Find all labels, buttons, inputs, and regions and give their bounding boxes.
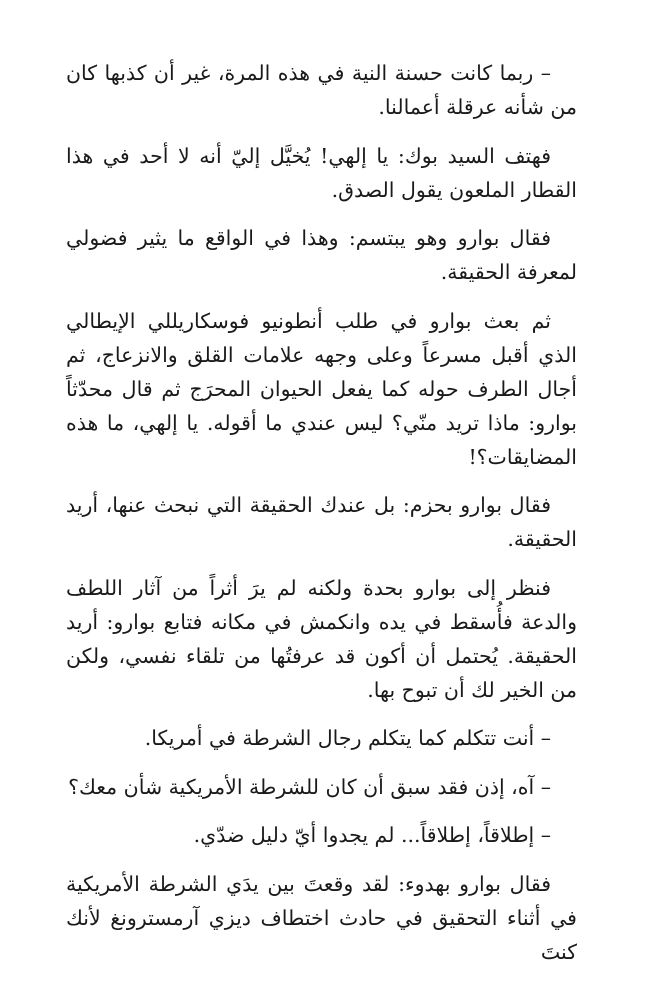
paragraph-6: فنظر إلى بوارو بحدة ولكنه لم يرَ أثراً من آثار اللطف والدعة فأُسقط في يده وانكمش في مكانه فتابع بوارو: أريد الحقيقة. يُحتمل أن أكون قد عرفتُها من تلقاء نفسي، ولكن من الخير لك أن تبوح بها.: [66, 575, 577, 702]
paragraph-5: فقال بوارو بحزم: بل عندك الحقيقة التي نبحث عنها، أريد الحقيقة.: [66, 493, 577, 551]
paragraph-7: – أنت تتكلم كما يتكلم رجال الشرطة في أمريكا.: [144, 726, 551, 750]
paragraph-2: فهتف السيد بوك: يا إلهي! يُخيَّل إليّ أنه لا أحد في هذا القطار الملعون يقول الصدق.: [66, 143, 577, 202]
paragraph-4: ثم بعث بوارو في طلب أنطونيو فوسكاريللي الإيطالي الذي أقبل مسرعاً وعلى وجهه علامات القلق والانزعاج، ثم أجال الطرف حوله كما يفعل الحيوان المحرَج ثم قال محدّثاً بوارو: ماذا تريد منّي؟ ليس عندي ما أقوله. يا إلهي، ما هذه المضايقات؟!: [66, 308, 577, 469]
paragraph-1: – ربما كانت حسنة النية في هذه المرة، غير أن كذبها كان من شأنه عرقلة أعمالنا.: [66, 61, 577, 119]
paragraph-3: فقال بوارو وهو يبتسم: وهذا في الواقع ما يثير فضولي لمعرفة الحقيقة.: [66, 226, 577, 284]
paragraph-8: – آه، إذن فقد سبق أن كان للشرطة الأمريكية شأن معك؟: [68, 774, 551, 799]
paragraph-10: فقال بوارو بهدوء: لقد وقعتَ بين يدَي الشرطة الأمريكية في أثناء التحقيق في حادث اختطاف ديزي آرمسترونغ لأنك كنتَ: [66, 871, 577, 964]
paragraph-9: – إطلاقاً، إطلاقاً... لم يجدوا أيّ دليل ضدّي.: [193, 823, 551, 847]
